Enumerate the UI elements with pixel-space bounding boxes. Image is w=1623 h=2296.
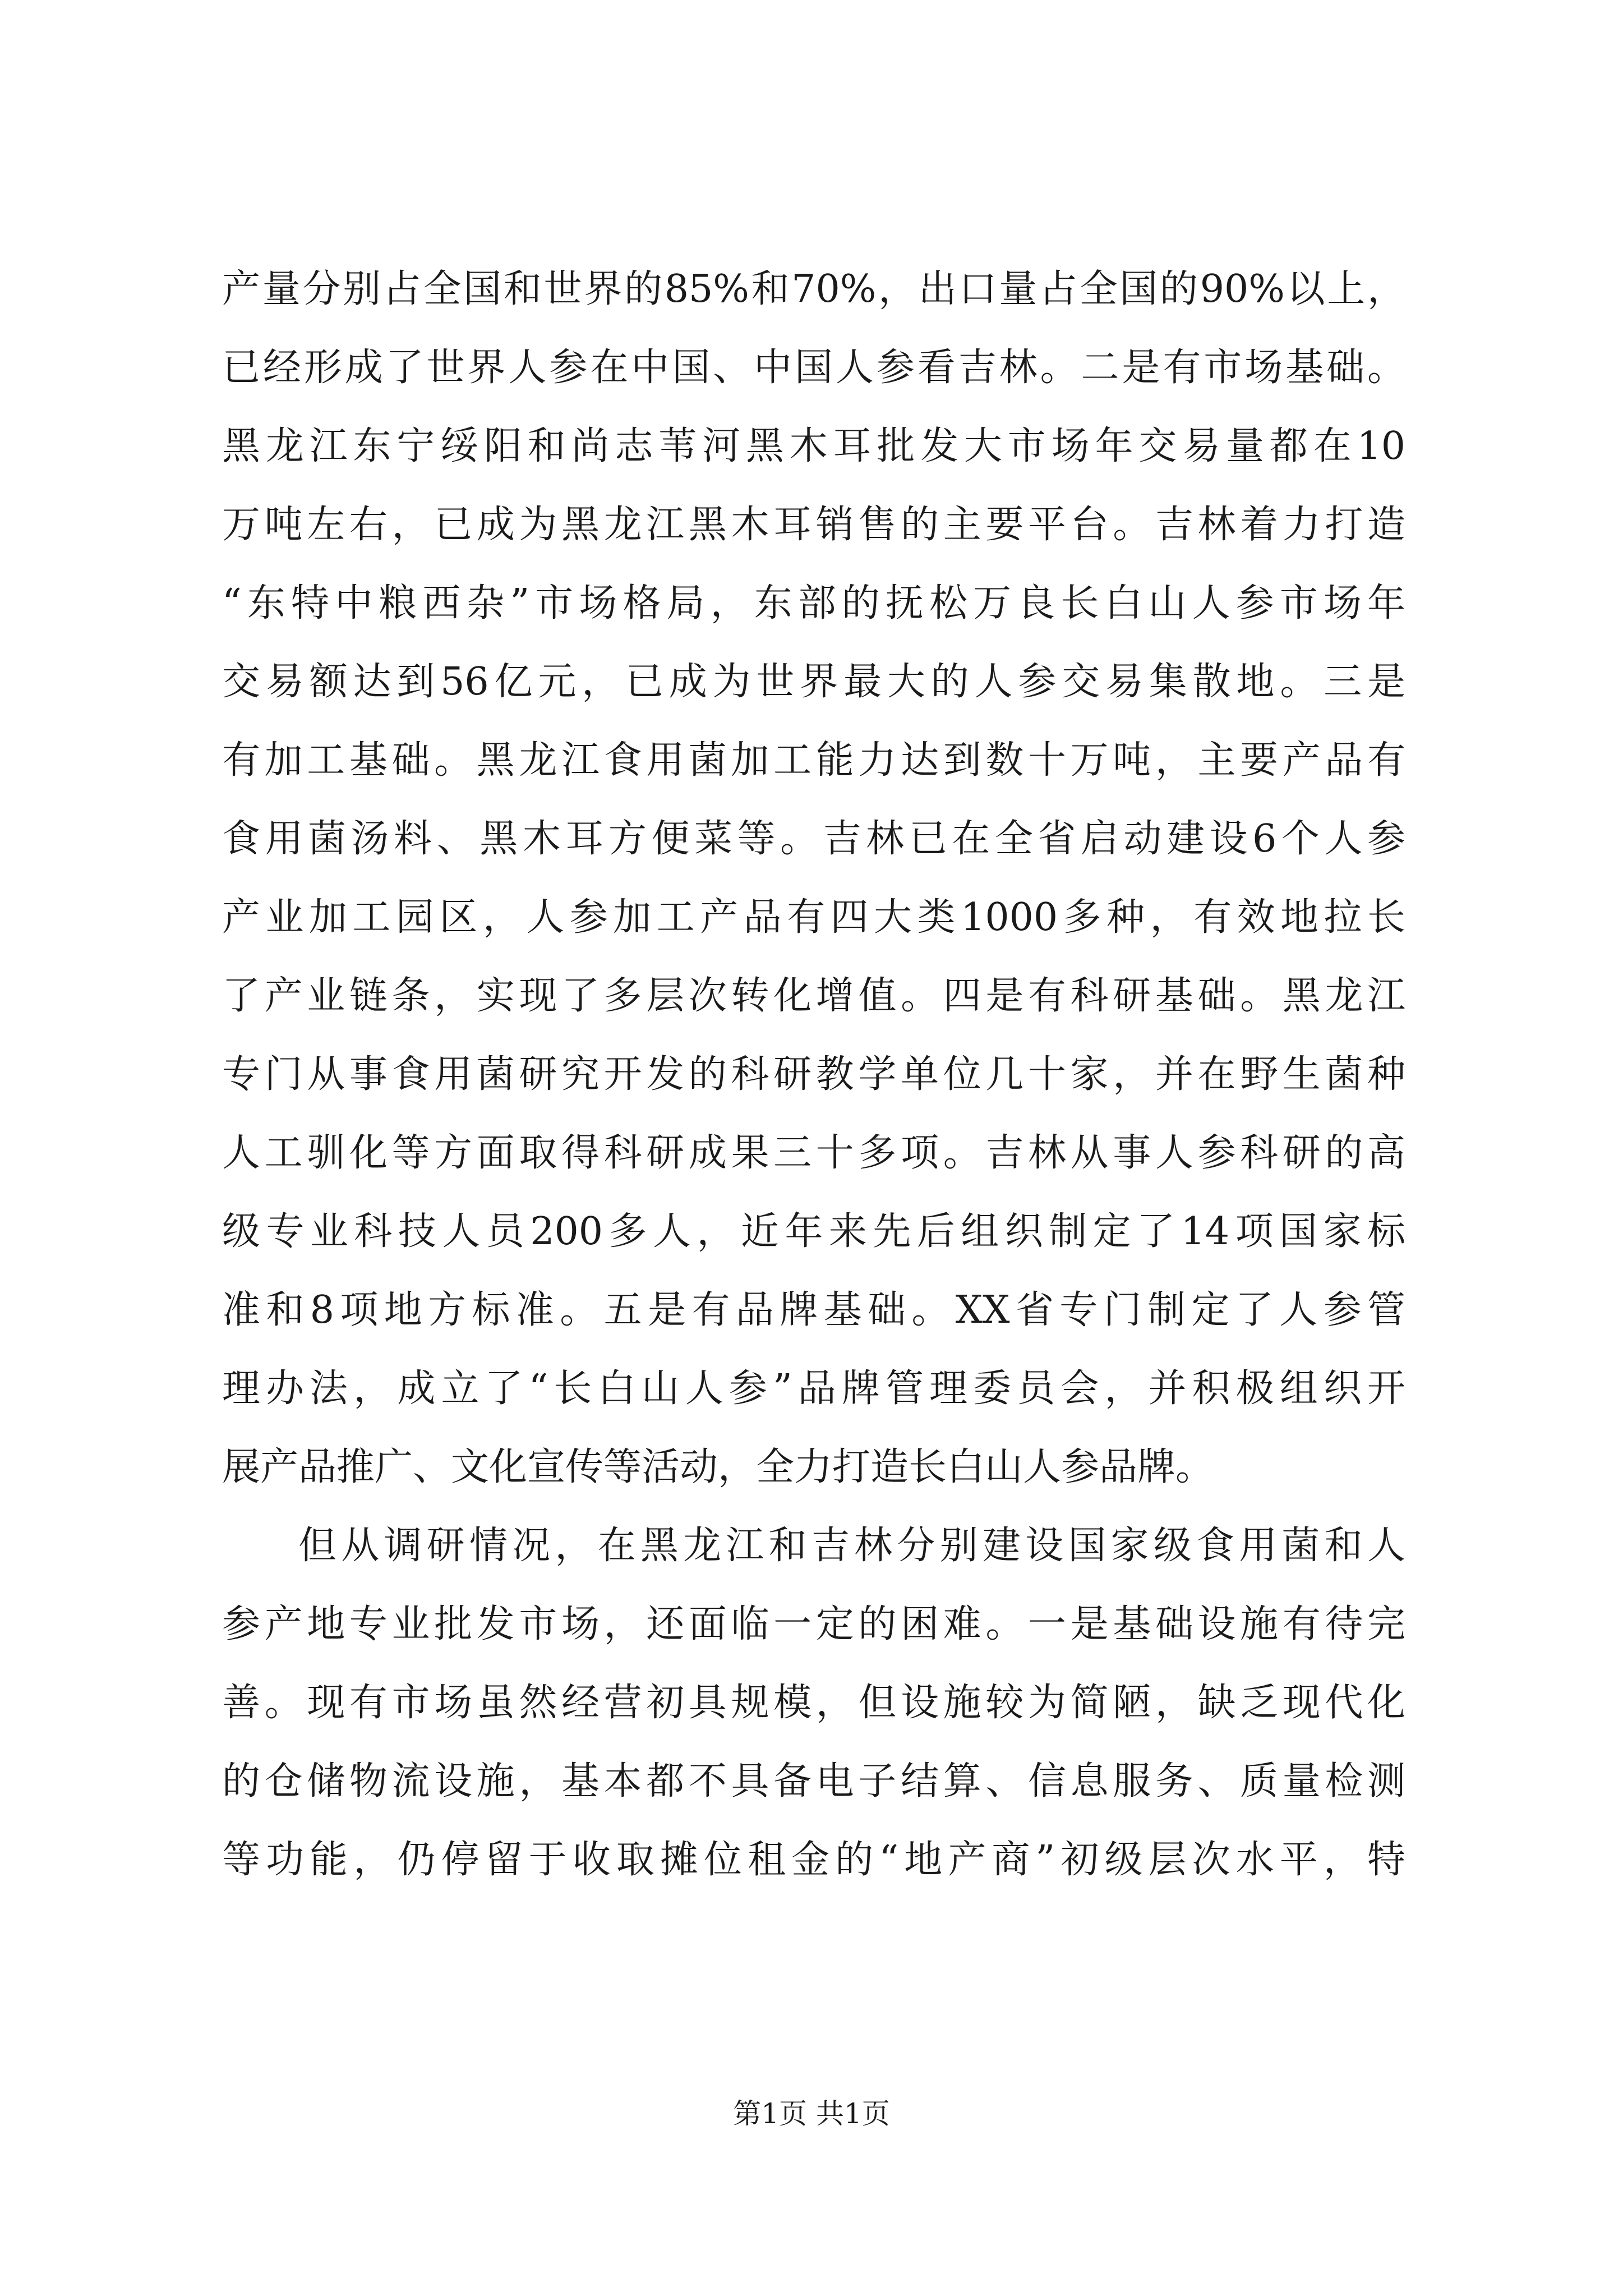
text-line: 万吨左右，已成为黑龙江黑木耳销售的主要平台。吉林着力打造 (222, 503, 1405, 547)
text-line: 产量分别占全国和世界的85%和70%，出口量占全国的90%以上， (222, 267, 1405, 311)
text-line: 善。现有市场虽然经营初具规模，但设施较为简陋，缺乏现代化 (222, 1681, 1405, 1725)
text-line: 了产业链条，实现了多层次转化增值。四是有科研基础。黑龙江 (222, 974, 1405, 1018)
text-line: 交易额达到56亿元，已成为世界最大的人参交易集散地。三是 (222, 660, 1405, 704)
text-line: 准和8项地方标准。五是有品牌基础。XX省专门制定了人参管 (222, 1288, 1405, 1332)
text-line: 专门从事食用菌研究开发的科研教学单位几十家，并在野生菌种 (222, 1052, 1405, 1097)
text-line: 的仓储物流设施，基本都不具备电子结算、信息服务、质量检测 (222, 1759, 1405, 1803)
text-line: 食用菌汤料、黑木耳方便菜等。吉林已在全省启动建设6个人参 (222, 817, 1405, 861)
text-line: 等功能，仍停留于收取摊位租金的“地产商”初级层次水平，特 (222, 1838, 1405, 1882)
text-line: 产业加工园区，人参加工产品有四大类1000多种，有效地拉长 (222, 895, 1405, 940)
text-line: 但从调研情况，在黑龙江和吉林分别建设国家级食用菌和人 (298, 1524, 1405, 1568)
text-line: 展产品推广、文化宣传等活动，全力打造长白山人参品牌。 (222, 1445, 1214, 1489)
text-line: 级专业科技人员200多人，近年来先后组织制定了14项国家标 (222, 1209, 1405, 1254)
text-line: 人工驯化等方面取得科研成果三十多项。吉林从事人参科研的高 (222, 1131, 1405, 1175)
text-line: 已经形成了世界人参在中国、中国人参看吉林。二是有市场基础。 (222, 346, 1405, 390)
text-line: 黑龙江东宁绥阳和尚志苇河黑木耳批发大市场年交易量都在10 (222, 424, 1405, 468)
text-line: 有加工基础。黑龙江食用菌加工能力达到数十万吨，主要产品有 (222, 738, 1405, 783)
text-line: 参产地专业批发市场，还面临一定的困难。一是基础设施有待完 (222, 1602, 1405, 1646)
page-number-footer: 第1页 共1页 (733, 2097, 890, 2130)
text-line: “东特中粮西杂”市场格局，东部的抚松万良长白山人参市场年 (222, 581, 1405, 625)
text-line: 理办法，成立了“长白山人参”品牌管理委员会，并积极组织开 (222, 1366, 1405, 1411)
